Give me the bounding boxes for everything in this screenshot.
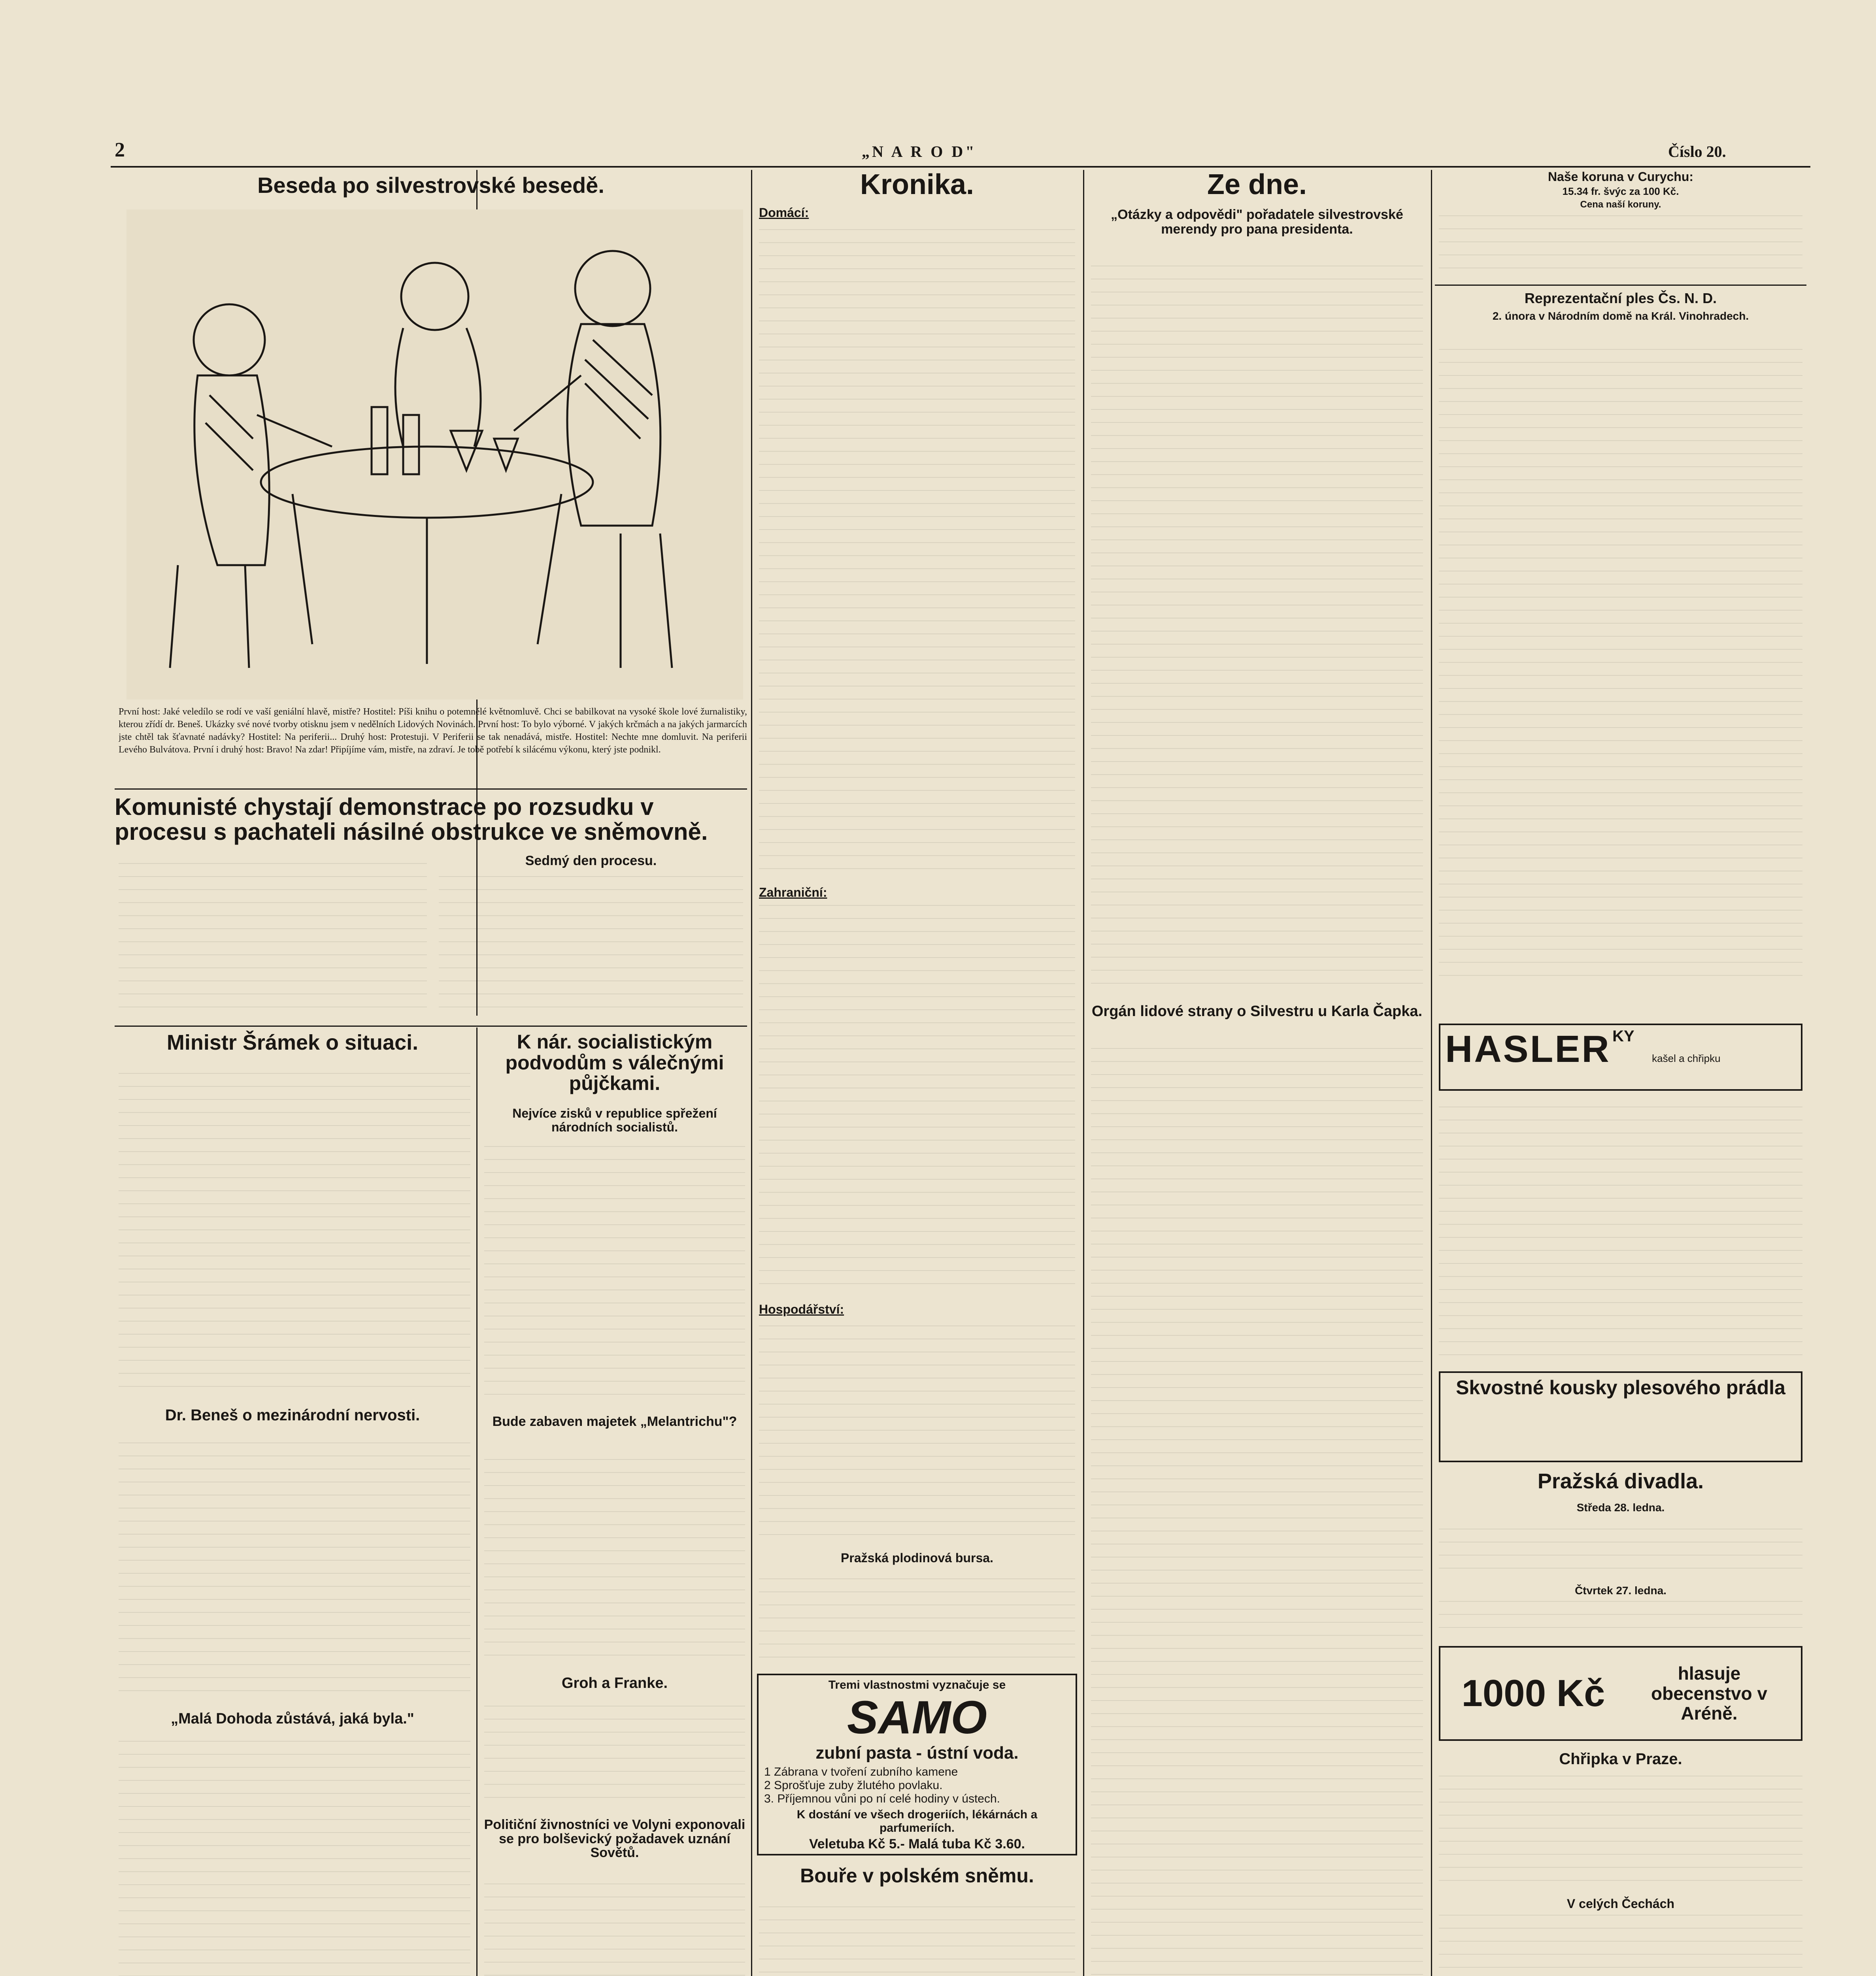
article-body (439, 873, 743, 1020)
kronika-headline: Kronika. (860, 169, 974, 200)
prazska-divadla-headline: Pražská divadla. (1537, 1469, 1704, 1493)
article-headline-benes: Dr. Beneš o mezinárodní nervosti. (165, 1407, 420, 1424)
ad-brand: SAMO (847, 1691, 987, 1744)
column-rule (1431, 170, 1432, 1976)
column-rule (1083, 170, 1084, 1976)
article-subhead-bursa: Pražská plodinová bursa. (841, 1551, 993, 1565)
cartoon-caption: První host: Jaké veledílo se rodí ve vaší geniální hlavě, mistře? Hostitel: Píši knihu o potemnělé květnomluvě. Chci se babilkovat na vysoké škole lové žurnalistiky, kterou zřídí dr. Beneš. Ukázky své nové tvorby otisknu jsem v nedělních Lidových Novinách. První host: To bylo výborné. V jakých krčmách a na jakých jarmarcích jste chtěl tak šťavnaté nadávky? Hostitel: Na periferii... Druhý host: Protestuji. V Periferii se tak nenadává, mistře. Hostitel: Nechte mne domluvit. Na periferii Levého Bulvátova. První i druhý host: Bravo! Na zdar! Připíjíme vám, mistře, na zdraví. Je tobě potřebí k silácému výkonu, který jste podnikl. (119, 707, 747, 755)
article-body (1439, 1518, 1802, 1581)
samo-advertisement (757, 1674, 1077, 1855)
ad-subline: zubní pasta - ústní voda. (815, 1743, 1019, 1763)
koruna-rate: 15.34 fr. švýc za 100 Kč. (1562, 185, 1679, 197)
issue-number: Číslo 20. (1668, 143, 1726, 160)
section-hospodarstvi: Hospodářství: (759, 1302, 844, 1316)
ad-subline: kašel a chřipku (1652, 1052, 1721, 1064)
koruna-sub: Cena naší koruny. (1580, 199, 1661, 210)
article-headline-volyne: Političní živnostníci ve Volyni exponovali se pro bolševický požadavek uznání Sovětů. (484, 1817, 745, 1861)
ad-top-line: Tremi vlastnostmi vyznačuje se (828, 1678, 1006, 1691)
ad-brand: HASLER (1445, 1028, 1611, 1070)
paper-title: „N A R O D" (862, 143, 977, 160)
article-headline-groh: Groh a Franke. (561, 1675, 668, 1691)
article-subhead: Sedmý den procesu. (525, 853, 657, 868)
ad-text: hlasuje obecenstvo v Aréně. (1651, 1663, 1767, 1724)
cechy-subhead: V celých Čechách (1566, 1897, 1675, 1911)
article-body (1439, 213, 1802, 281)
divadla-date: Středa 28. ledna. (1576, 1501, 1665, 1514)
reprez-ples-sub: 2. února v Národním domě na Král. Vinohradech. (1492, 310, 1749, 322)
article-headline-komuniste: Komunisté chystají demonstrace po rozsudku v procesu s pachateli násilné obstrukce ve sněmovně. (115, 794, 708, 845)
section-rule (115, 1026, 747, 1027)
ad-headline: Skvostné kousky plesového prádla (1456, 1376, 1785, 1399)
chripka-headline: Chřipka v Praze. (1559, 1750, 1682, 1768)
article-body (119, 1735, 470, 1976)
article-body (484, 1146, 745, 1407)
article-body (484, 1881, 745, 1976)
section-rule (1435, 285, 1806, 286)
article-body (1439, 1099, 1802, 1367)
hasler-advertisement (1439, 1024, 1802, 1091)
reprez-ples-title: Reprezentační ples Čs. N. D. (1524, 290, 1717, 306)
article-body (119, 1063, 470, 1399)
article-body (119, 854, 427, 1020)
article-body (1439, 1774, 1802, 1893)
article-body (1091, 261, 1423, 996)
article-headline-bboure: Bouře v polském sněmu. (800, 1865, 1034, 1887)
article-body (119, 1431, 470, 1703)
column-rule (476, 1028, 477, 1976)
article-body (759, 1318, 1075, 1547)
arena-advertisement (1439, 1646, 1802, 1741)
article-headline-mala-dohoda: „Malá Dohoda zůstává, jaká byla." (171, 1710, 414, 1727)
article-body (1439, 340, 1802, 988)
article-body (1091, 1047, 1423, 1976)
article-body (759, 221, 1075, 881)
article-subhead: Nejvíce zisků v republice spřežení národních socialistů. (512, 1106, 717, 1135)
article-subhead: „Otázky a odpovědi" pořadatele silvestrovské merendy pro pana presidenta. (1111, 207, 1403, 237)
cartoon-illustration (126, 209, 743, 700)
page-number: 2 (115, 139, 125, 161)
article-body (1439, 1601, 1802, 1640)
section-domaci: Domácí: (759, 206, 809, 220)
divadla-date: Čtvrtek 27. ledna. (1575, 1584, 1667, 1597)
article-headline-podvody: K nár. socialistickým podvodům s válečnými půjčkami. (505, 1031, 724, 1094)
ad-footer: K dostání ve všech drogeriích, lékárnách a parfumeriích. (796, 1808, 1038, 1835)
article-body (1439, 1915, 1802, 1976)
ad-item: 2 Sprošťuje zuby žlutého povlaku. (764, 1779, 943, 1792)
article-body (759, 1897, 1075, 1976)
koruna-title: Naše koruna v Curychu: (1548, 170, 1694, 184)
article-body (484, 1699, 745, 1810)
party-sketch-image (126, 209, 743, 700)
article-body (759, 901, 1075, 1296)
ad-item: 3. Příjemnou vůni po ní celé hodiny v ústech. (764, 1792, 1000, 1805)
masthead-rule (111, 166, 1810, 168)
cartoon-headline: Beseda po silvestrovské besedě. (257, 173, 604, 198)
article-headline-capek: Orgán lidové strany o Silvestru u Karla Čapka. (1091, 1003, 1423, 1020)
section-rule (115, 788, 747, 790)
ad-amount: 1000 Kč (1461, 1672, 1605, 1714)
ad-item: 1 Zábrana v tvoření zubního kamene (764, 1765, 958, 1778)
ad-brand-suffix: KY (1612, 1028, 1634, 1045)
article-body (484, 1454, 745, 1668)
article-headline-melantrich: Bude zabaven majetek „Melantrichu"? (492, 1414, 737, 1429)
column-rule (751, 170, 752, 1976)
article-body (759, 1571, 1075, 1670)
article-headline-sramek: Ministr Šrámek o situaci. (166, 1031, 419, 1054)
ze-dne-headline: Ze dne. (1207, 169, 1307, 200)
ad-price: Veletuba Kč 5.- Malá tuba Kč 3.60. (809, 1836, 1025, 1852)
skvostne-advertisement (1439, 1371, 1802, 1462)
section-zahranicni: Zahraniční: (759, 885, 827, 899)
